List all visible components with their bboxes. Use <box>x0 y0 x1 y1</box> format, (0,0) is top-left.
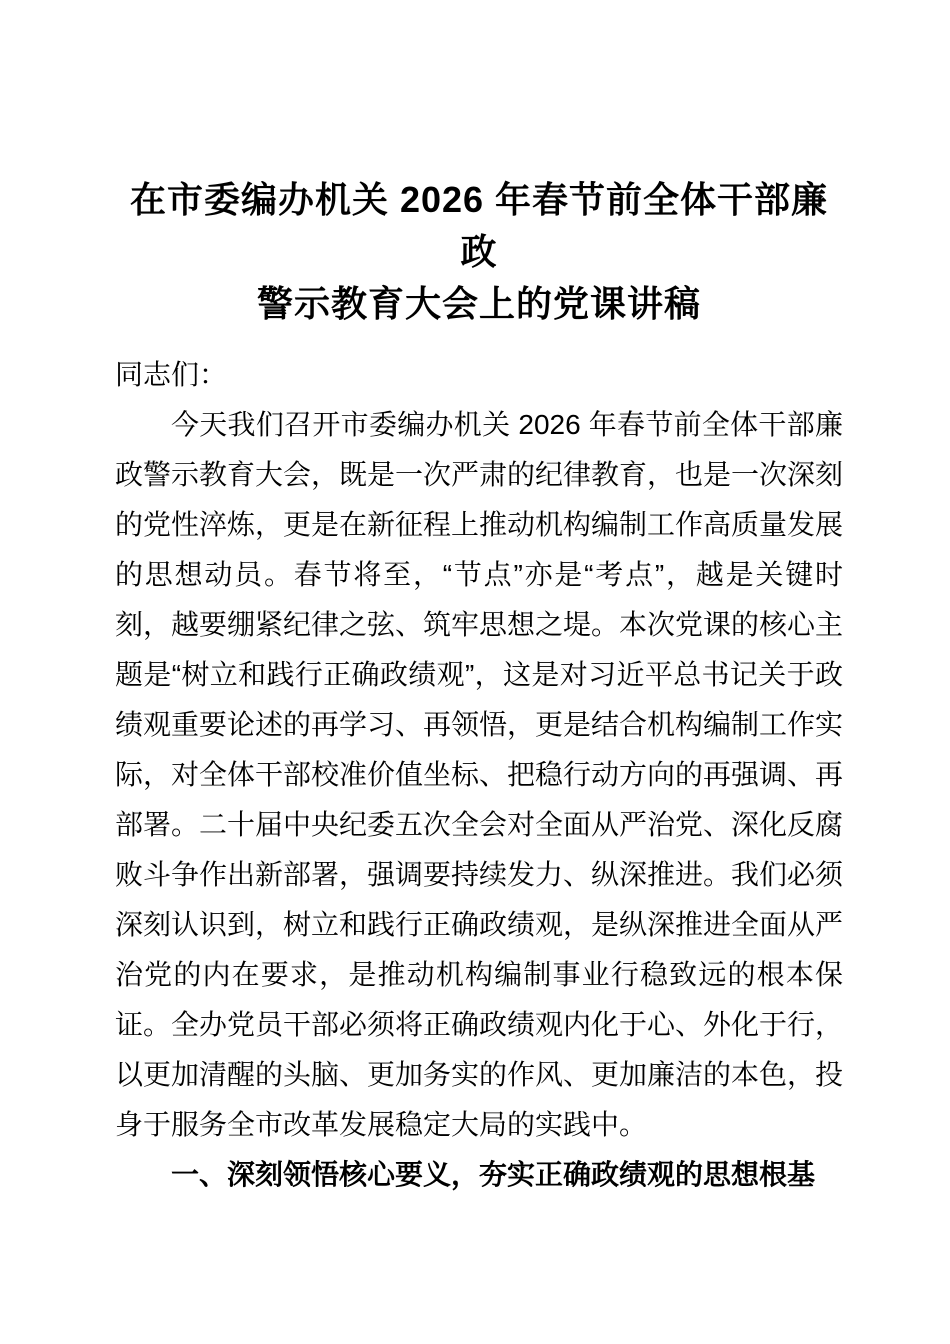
document-title-line-2: 警示教育大会上的党课讲稿 <box>256 283 701 324</box>
document-title <box>115 174 843 330</box>
salutation: 同志们： <box>115 359 228 390</box>
body-paragraph: 今天我们召开市委编办机关 2026 年春节前全体干部廉政警示教育大会，既是一次严肃的纪律教育，也是一次深刻的党性淬炼，更是在新征程上推动机构编制工作高质量发展的思想动员。春节将至，“节点”亦是“考点”，越是关键时刻，越要绷紧纪律之弦、筑牢思想之堤。本次党课的核心主题是“树立和践行正确政绩观”，这是对习近平总书记关于政绩观重要论述的再学习、再领悟，更是结合机构编制工作实际，对全体干部校准价值坐标、把稳行动方向的再强调、再部署。二十届中央纪委五次全会对全面从严治党、深化反腐败斗争作出新部署，强调要持续发力、纵深推进。我们必须深刻认识到，树立和践行正确政绩观，是纵深推进全面从严治党的内在要求，是推动机构编制事业行稳致远的根本保证。全办党员干部必须将正确政绩观内化于心、外化于行，以更加清醒的头脑、更加务实的作风、更加廉洁的本色，投身于服务全市改革发展稳定大局的实践中。 <box>115 409 844 1140</box>
section-heading: 一、深刻领悟核心要义，夯实正确政绩观的思想根基 <box>171 1159 816 1190</box>
document-title-line-1: 在市委编办机关 2026 年春节前全体干部廉政 <box>129 179 829 272</box>
